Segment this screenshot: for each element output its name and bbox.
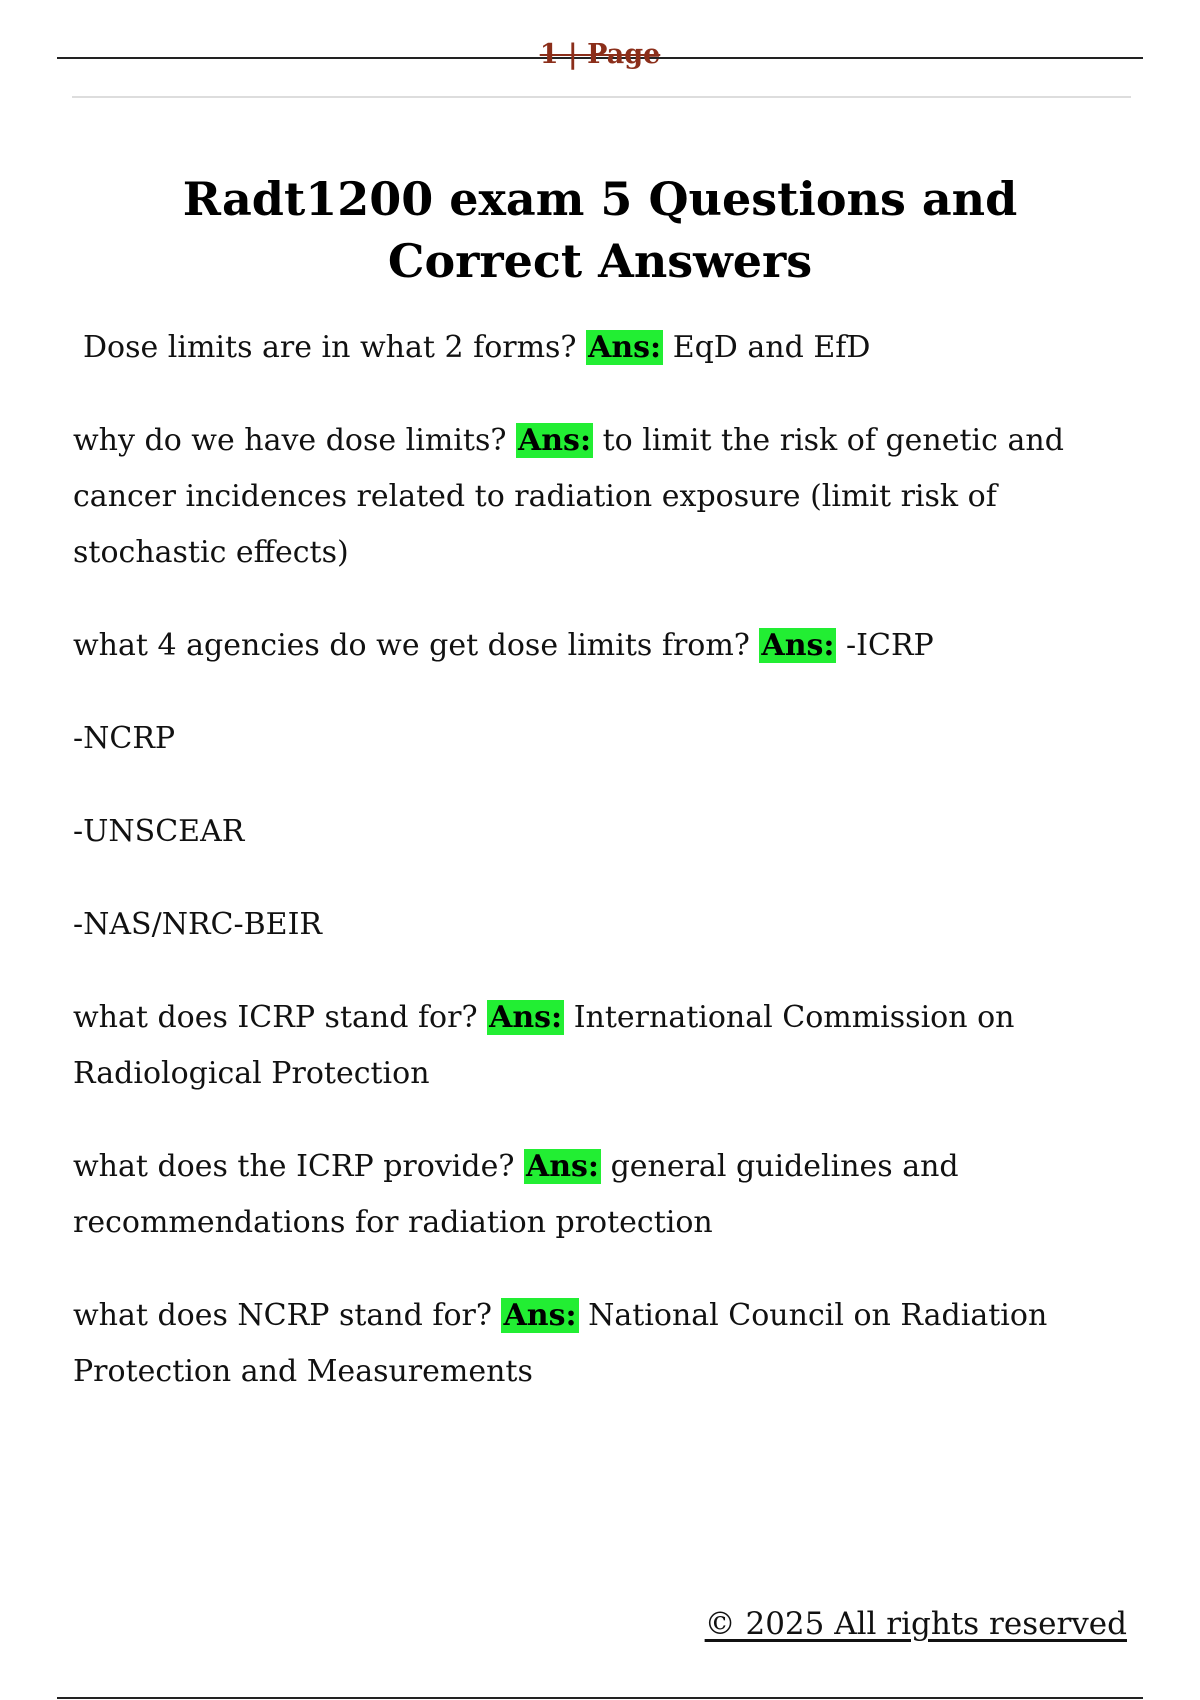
answer-text: to limit the risk of genetic and cancer incidences related to radiation exposure (limit risk of stochastic effects) [73, 423, 1064, 570]
qa-item [73, 1288, 1135, 1400]
answer-text: general guidelines and recommendations for radiation protection [73, 1149, 959, 1240]
ans-highlight: Ans: [525, 1149, 600, 1184]
answer-text: International Commission on Radiological Protection [73, 1000, 1015, 1091]
answer-text: -ICRP [846, 628, 934, 663]
footer-rule [57, 1697, 1143, 1699]
question-text: what does the ICRP provide? [73, 1149, 515, 1184]
answer-text: National Council on Radiation Protection and Measurements [73, 1298, 1048, 1389]
ans-highlight: Ans: [588, 330, 662, 365]
qa-item [73, 413, 1135, 581]
ans-highlight: Ans: [489, 1000, 563, 1035]
header-subrule [72, 96, 1131, 98]
qa-item [73, 1139, 1135, 1251]
question-text: why do we have dose limits? [73, 423, 507, 458]
answer-text: EqD and EfD [672, 330, 871, 365]
qa-item [73, 320, 1135, 376]
question-text: what does NCRP stand for? [73, 1298, 492, 1333]
question-text: what does ICRP stand for? [73, 1000, 478, 1035]
ans-highlight: Ans: [761, 628, 835, 663]
ans-highlight: Ans: [503, 1298, 577, 1333]
document-title: Radt1200 exam 5 Questions and Correct Answers [182, 172, 1018, 288]
document-body [73, 320, 1135, 1437]
page-number: 1 | Page [539, 39, 661, 70]
question-text: Dose limits are in what 2 forms? [83, 330, 577, 365]
ans-highlight: Ans: [517, 423, 592, 458]
qa-item [73, 990, 1135, 1102]
question-text: what 4 agencies do we get dose limits from? [73, 628, 750, 663]
qa-item [73, 618, 1135, 674]
agency-list-item: -NCRP [73, 721, 176, 756]
agency-list-item: -UNSCEAR [73, 814, 245, 849]
agency-list-item: -NAS/NRC-BEIR [73, 907, 323, 942]
copyright-notice: © 2025 All rights reserved [704, 1606, 1127, 1642]
